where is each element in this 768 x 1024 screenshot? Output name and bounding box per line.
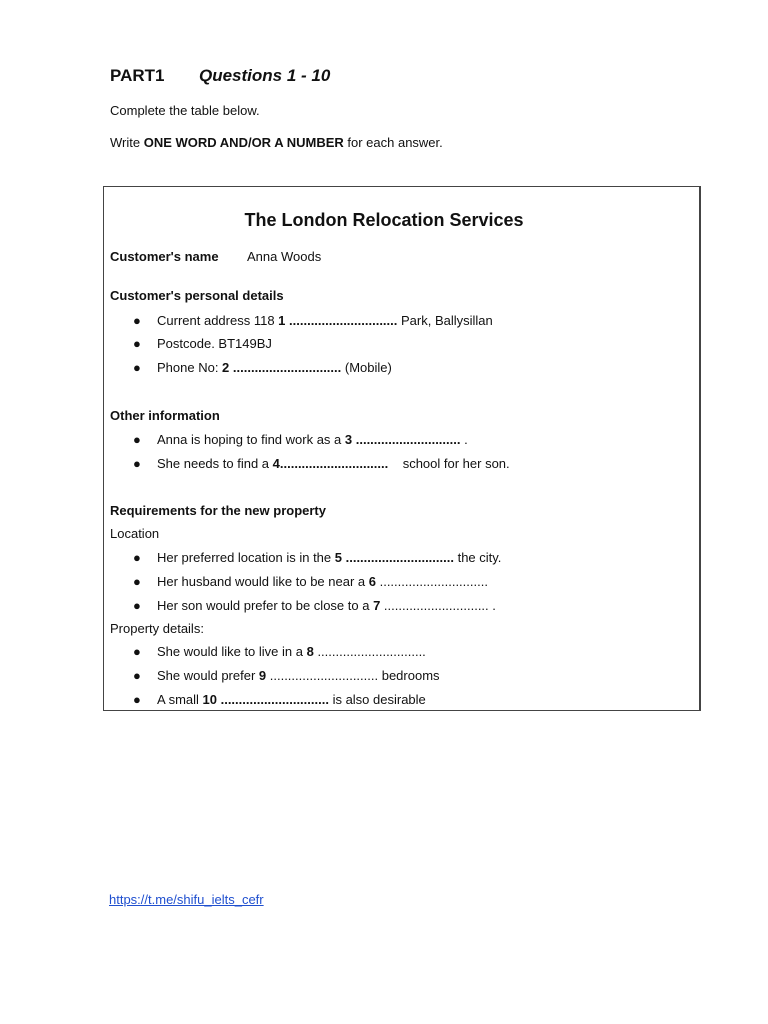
answer-blank[interactable]: .............................. <box>285 313 398 328</box>
answer-blank[interactable]: .............................. <box>375 574 488 589</box>
telegram-link[interactable]: https://t.me/shifu_ielts_cefr <box>109 892 264 907</box>
question-number: 7 <box>373 598 381 613</box>
bullet-icon: ● <box>133 432 141 447</box>
bullet-icon: ● <box>133 313 141 328</box>
customer-name-label: Customer's name <box>110 249 219 264</box>
property-type <box>157 644 426 659</box>
question-number: 9 <box>258 668 267 683</box>
item-text: the city. <box>453 550 502 565</box>
question-number: 1 <box>278 313 286 328</box>
bullet-icon: ● <box>133 598 141 613</box>
question-number: 3 <box>344 432 353 447</box>
answer-blank[interactable]: .............................. <box>229 360 342 375</box>
other-info-work <box>157 432 468 447</box>
bullet-icon: ● <box>133 360 141 375</box>
bullet-icon: ● <box>133 336 141 351</box>
answer-blank[interactable]: .............................. <box>342 550 454 565</box>
form-title: The London Relocation Services <box>244 210 524 230</box>
bullet-icon: ● <box>133 550 141 565</box>
item-text: Postcode. BT149BJ <box>157 336 272 351</box>
instruction-complete-table: Complete the table below. <box>110 103 260 118</box>
item-text: . <box>460 432 468 447</box>
instruction-word-limit <box>110 135 443 150</box>
item-text: Phone No: <box>157 360 223 375</box>
item-text: Her husband would like to be near a <box>157 574 369 589</box>
property-extra <box>157 692 426 707</box>
question-number: 5 <box>334 550 342 565</box>
item-text: She would prefer <box>157 668 259 683</box>
item-text: Her son would prefer to be close to a <box>157 598 374 613</box>
instruction-prefix: Write <box>110 135 144 150</box>
bullet-icon: ● <box>133 644 141 659</box>
questions-heading: Questions 1 - 10 <box>199 66 331 85</box>
bullet-icon: ● <box>133 668 141 683</box>
answer-blank[interactable]: ............................. <box>352 432 461 447</box>
instruction-word-limit-bold: ONE WORD AND/OR A NUMBER <box>143 135 344 150</box>
requirements-heading: Requirements for the new property <box>110 503 326 518</box>
question-number: 8 <box>306 644 314 659</box>
item-text: She needs to find a <box>157 456 273 471</box>
personal-details-heading: Customer's personal details <box>110 288 284 303</box>
item-text: Park, Ballysillan <box>397 313 493 328</box>
answer-blank[interactable]: ............................. . <box>380 598 496 613</box>
part-heading: PART1 <box>110 66 165 85</box>
personal-detail-postcode <box>157 336 272 351</box>
question-number: 4 <box>272 456 280 471</box>
bullet-icon: ● <box>133 574 141 589</box>
location-husband <box>157 574 488 589</box>
answer-blank[interactable]: .............................. bedrooms <box>266 668 440 683</box>
answer-blank[interactable]: .............................. <box>279 456 389 471</box>
other-info-school <box>157 456 510 471</box>
personal-detail-address <box>157 313 493 328</box>
customer-name-value: Anna Woods <box>247 249 322 264</box>
item-text: A small <box>157 692 203 707</box>
answer-blank[interactable]: .............................. <box>313 644 426 659</box>
item-text: school for her son. <box>388 456 510 471</box>
item-text: Her preferred location is in the <box>157 550 335 565</box>
location-son <box>157 598 496 613</box>
property-bedrooms <box>157 668 440 683</box>
bullet-icon: ● <box>133 456 141 471</box>
answer-blank[interactable]: .............................. <box>216 692 329 707</box>
item-text: is also desirable <box>328 692 426 707</box>
personal-detail-phone <box>157 360 392 375</box>
location-preferred <box>157 550 501 565</box>
question-number: 10 <box>202 692 217 707</box>
instruction-suffix: for each answer. <box>343 135 443 150</box>
other-info-heading: Other information <box>110 408 220 423</box>
item-text: (Mobile) <box>341 360 392 375</box>
location-label: Location <box>110 526 160 541</box>
question-number: 2 <box>222 360 230 375</box>
item-text: Current address 118 <box>157 313 279 328</box>
item-text: Anna is hoping to find work as a <box>157 432 345 447</box>
property-details-label: Property details: <box>110 621 204 636</box>
question-number: 6 <box>368 574 376 589</box>
item-text: She would like to live in a <box>157 644 307 659</box>
bullet-icon: ● <box>133 692 141 707</box>
